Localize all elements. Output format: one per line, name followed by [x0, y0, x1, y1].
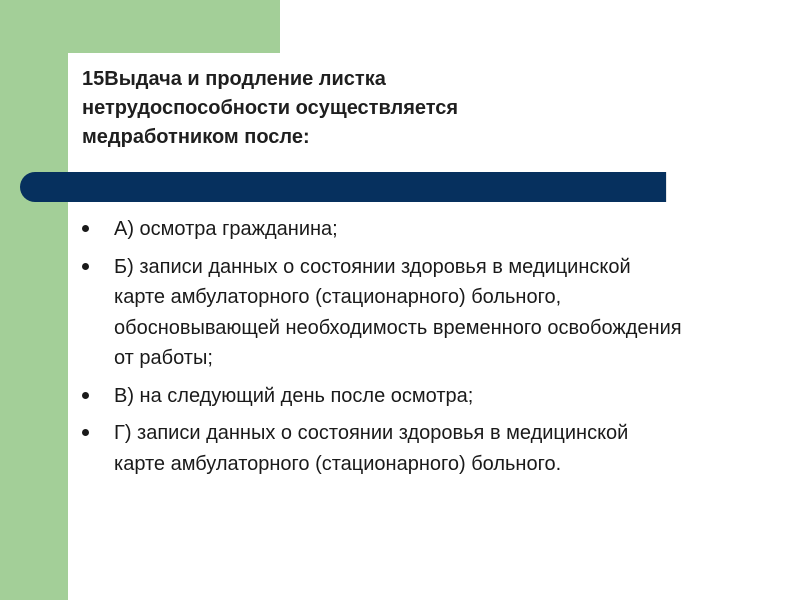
answer-list	[82, 214, 682, 486]
list-item	[82, 418, 682, 479]
bullet-icon	[82, 429, 89, 436]
bullet-icon	[82, 225, 89, 232]
list-item	[82, 214, 682, 245]
divider-bar	[20, 172, 667, 202]
bullet-icon	[82, 392, 89, 399]
item-text: В) на следующий день после осмотра;	[114, 384, 474, 407]
list-item	[82, 252, 682, 374]
green-side-strip	[0, 0, 68, 600]
bullet-icon	[82, 263, 89, 270]
divider-bar-edge	[666, 172, 667, 202]
item-text: Б) записи данных о состоянии здоровья в медицинской карте амбулаторного (стационарного) больного, обосновывающей необходимость временного освобождения от работы;	[114, 255, 682, 369]
slide-title: 15Выдача и продление листка нетрудоспособности осуществляется медработником после:	[82, 68, 459, 148]
list-item	[82, 381, 682, 412]
item-text: А) осмотра гражданина;	[114, 218, 338, 240]
item-text: Г) записи данных о состоянии здоровья в медицинской карте амбулаторного (стационарного) больного.	[114, 422, 629, 475]
